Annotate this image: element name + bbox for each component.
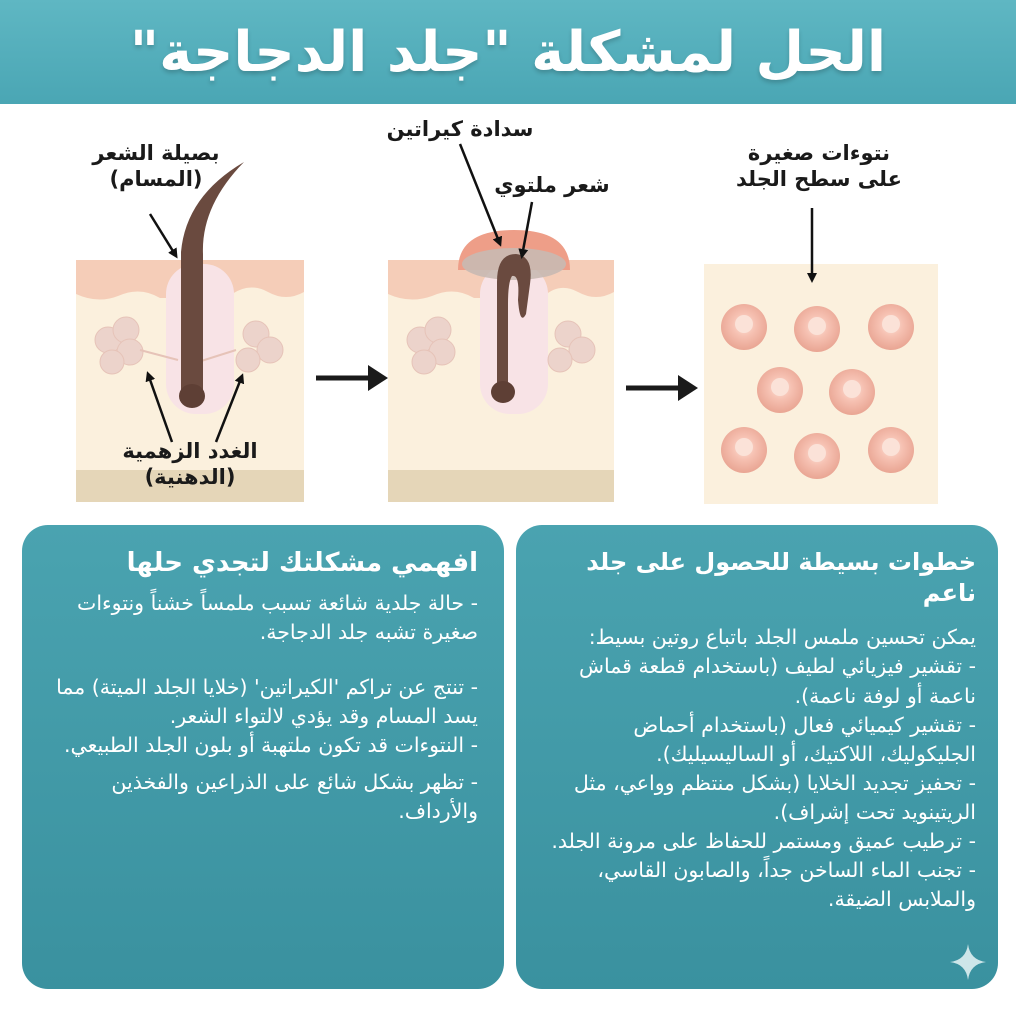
list-item: - النتوءات قد تكون ملتهبة أو بلون الجلد الطبيعي. — [64, 733, 478, 758]
label-ingrown-hair: شعر ملتوي — [494, 173, 610, 197]
label-hair-follicle — [66, 140, 246, 193]
label-sebaceous-glands — [100, 438, 280, 491]
label-sebaceous-glands-line1: الغدد الزهمية — [122, 439, 258, 463]
label-small-bumps-line2: على سطح الجلد — [736, 167, 902, 192]
steps-card-title: خطوات بسيطة للحصول على جلد ناعم — [586, 548, 976, 608]
sparkle-icon — [948, 942, 988, 982]
list-item: - تظهر بشكل شائع على الذراعين والفخذين والأرداف. — [111, 770, 478, 824]
diagram — [0, 104, 1016, 524]
list-item: - تنتج عن تراكم 'الكيراتين' (خلايا الجلد الميتة) مما يسد المسام وقد يؤدي لالتواء الشعر. — [56, 675, 478, 729]
label-small-bumps — [724, 140, 914, 193]
understand-card-body — [42, 589, 478, 827]
steps-card — [516, 525, 998, 989]
label-small-bumps-line1: نتوءات صغيرة — [747, 141, 891, 165]
list-item: - تحفيز تجديد الخلايا (بشكل منتظم وواعي، مثل الريتينويد تحت إشراف). — [573, 770, 976, 825]
list-item: - تقشير كيميائي فعال (باستخدام أحماض الجليكوليك، اللاكتيك، أو الساليسيليك). — [633, 712, 976, 766]
label-keratin-plug: سدادة كيراتين — [386, 117, 534, 141]
label-sebaceous-glands-line2: (الدهنية) — [144, 465, 236, 490]
arrow-right-icon — [626, 375, 698, 401]
panel-bumps — [704, 208, 938, 504]
label-hair-follicle-line1: بصيلة الشعر — [92, 141, 220, 165]
steps-card-body — [536, 623, 976, 914]
page-title: الحل لمشكلة "جلد الدجاجة" — [129, 19, 887, 85]
list-item: - حالة جلدية شائعة تسبب ملمساً خشناً ونتوءات صغيرة تشبه جلد الدجاجة. — [77, 590, 478, 644]
list-item: - تجنب الماء الساخن جداً، والصابون القاسي، والملابس الضيقة. — [597, 858, 976, 912]
list-item: - تقشير فيزيائي لطيف (باستخدام قطعة قماش ناعمة أو لوفة ناعمة). — [579, 654, 976, 708]
arrow-right-icon — [316, 365, 388, 391]
label-hair-follicle-line2: (المسام) — [109, 167, 203, 192]
list-item: - ترطيب عميق ومستمر للحفاظ على مرونة الجلد. — [551, 829, 976, 854]
understand-card-title: افهمي مشكلتك لتجدي حلها — [126, 548, 478, 578]
steps-intro: يمكن تحسين ملمس الجلد باتباع روتين بسيط: — [588, 625, 976, 650]
understand-card — [22, 525, 504, 989]
